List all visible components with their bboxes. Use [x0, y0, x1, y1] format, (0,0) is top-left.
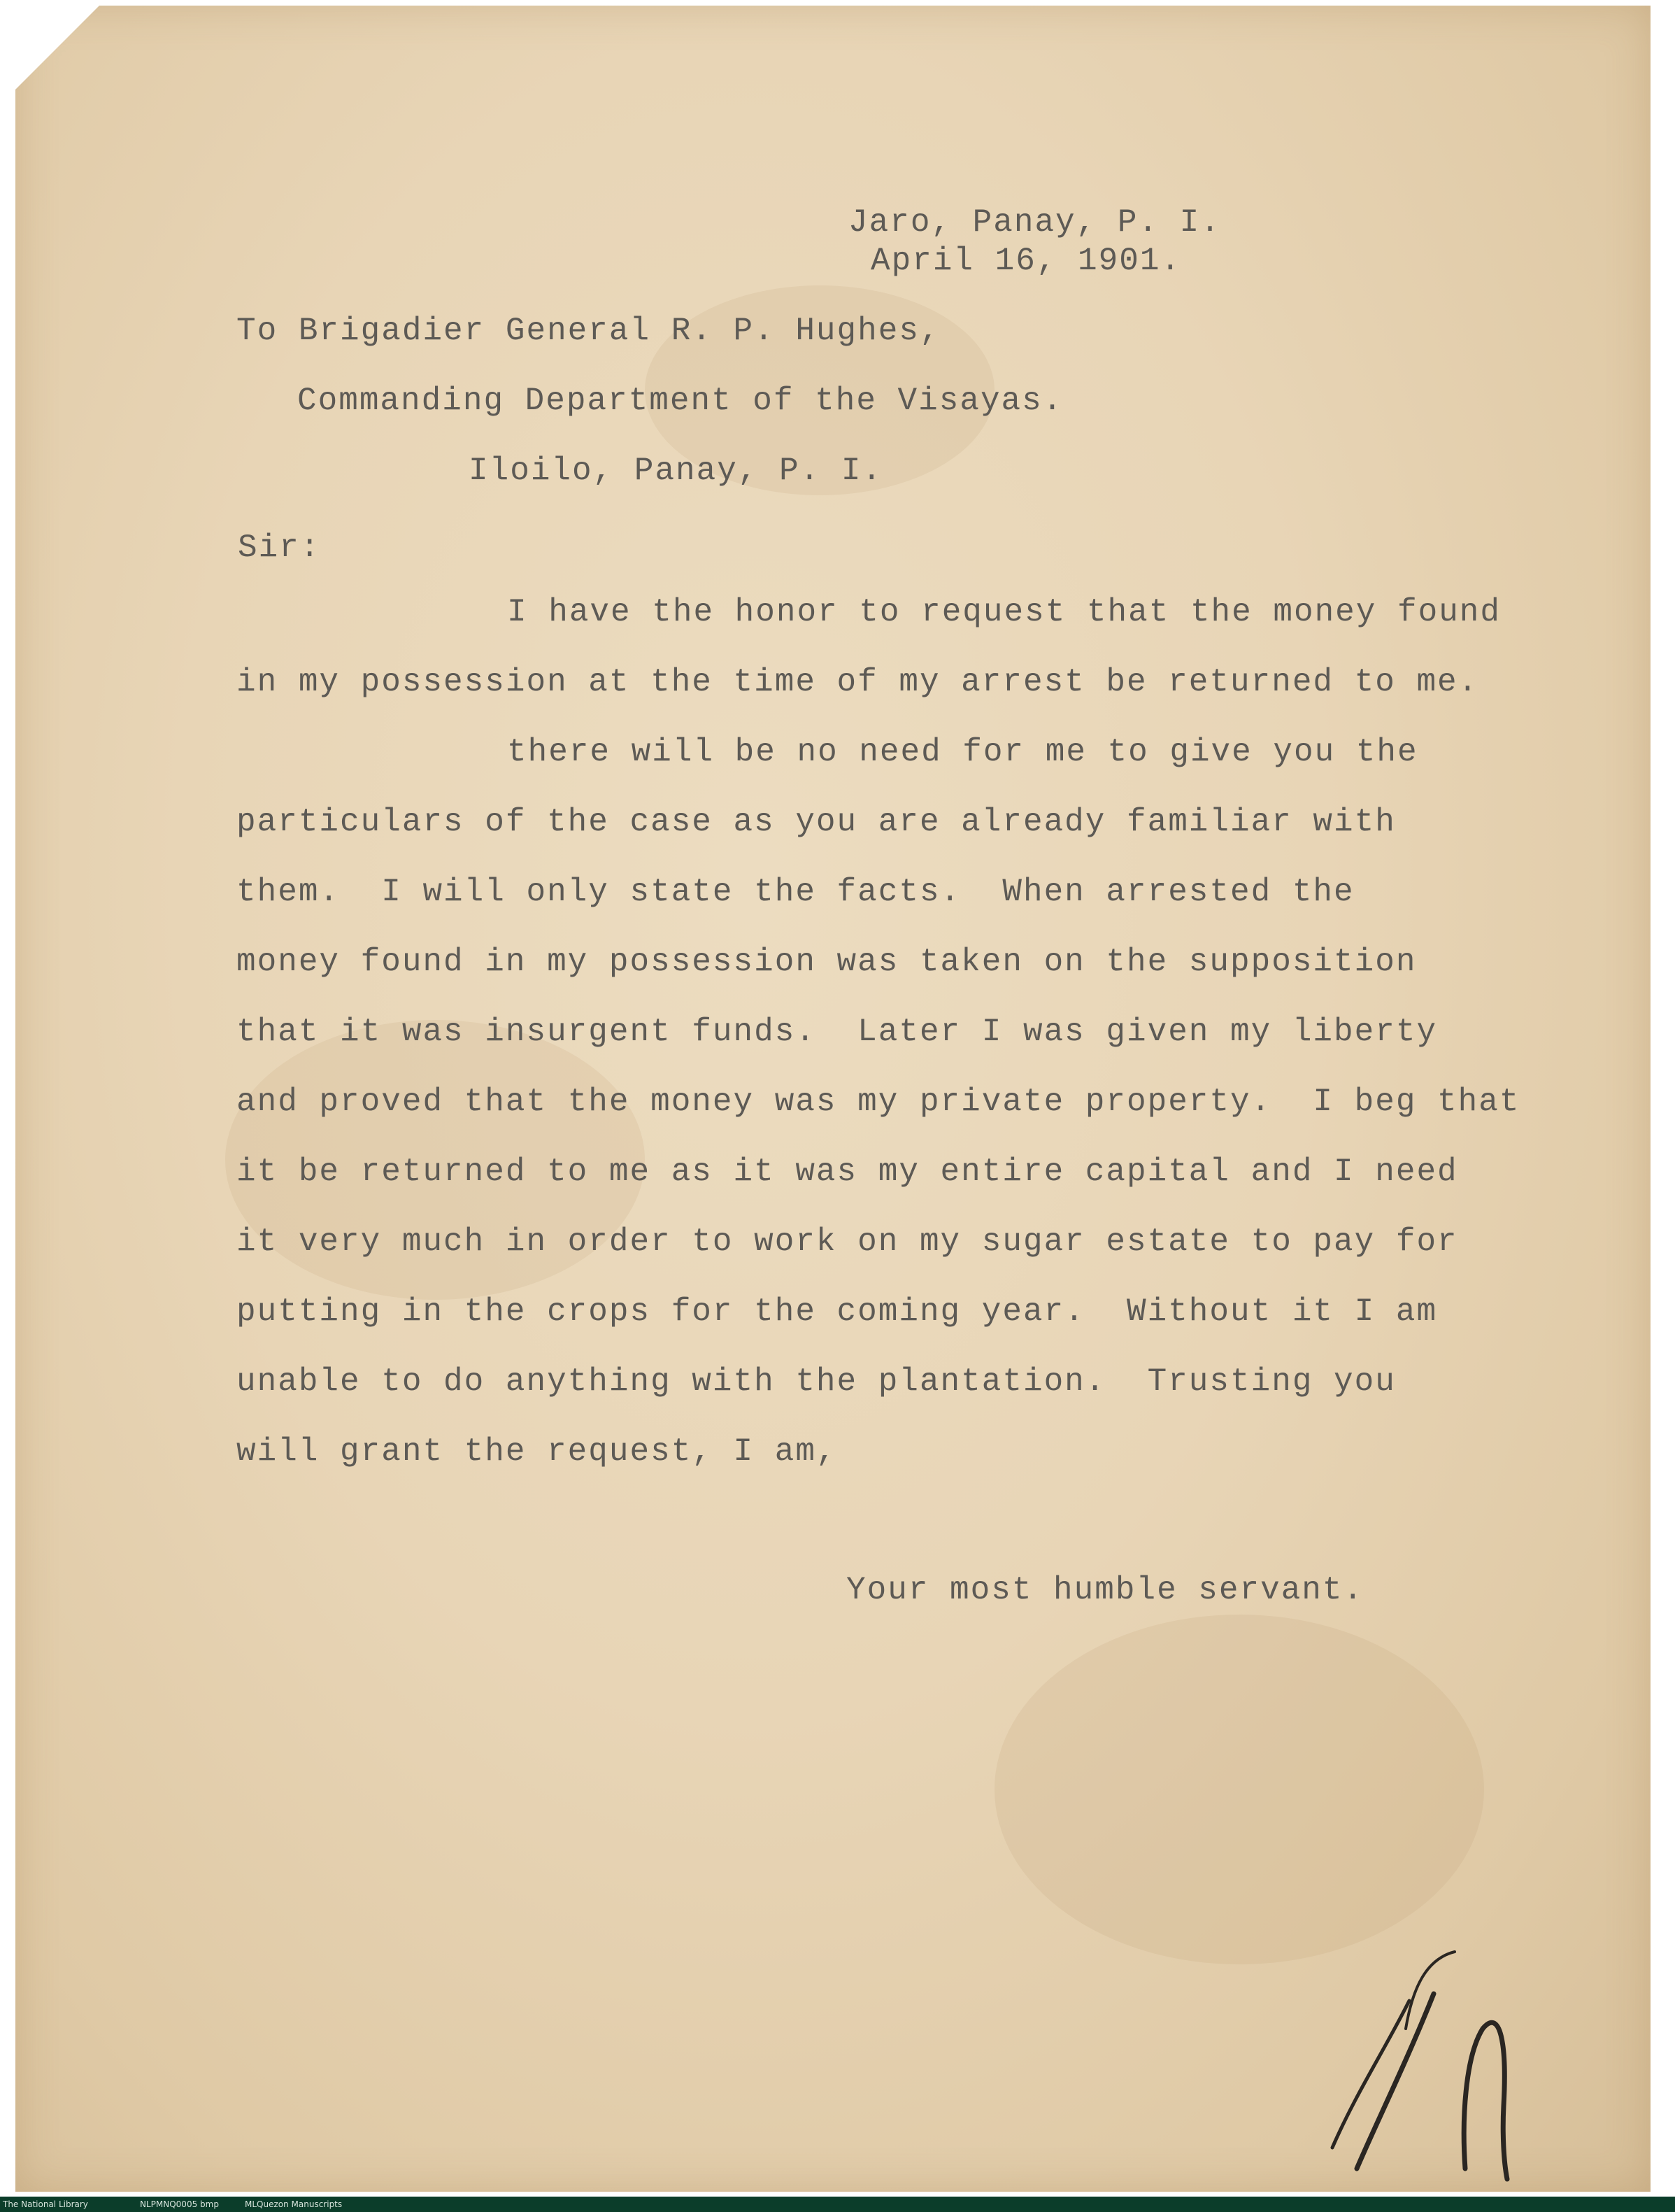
letter-place: Jaro, Panay, P. I. [848, 204, 1221, 241]
body-line: money found in my possession was taken on the supposition [236, 944, 1417, 980]
body-line: it be returned to me as it was my entire capital and I need [236, 1154, 1458, 1190]
footer-institution: The National Library [3, 2199, 88, 2209]
body-line: in my possession at the time of my arrest be returned to me. [236, 664, 1479, 700]
archive-footer [0, 2197, 1675, 2212]
salutation: Sir: [238, 530, 321, 566]
body-line: putting in the crops for the coming year. Without it I am [236, 1293, 1438, 1330]
handwritten-signature [1315, 1938, 1553, 2190]
addressee-title: Commanding Department of the Visayas. [297, 383, 1064, 419]
closing: Your most humble servant. [846, 1572, 1364, 1608]
letter-date: April 16, 1901. [871, 243, 1182, 279]
torn-corner [15, 6, 99, 90]
body-line: it very much in order to work on my sugar estate to pay for [236, 1224, 1458, 1260]
addressee-name: To Brigadier General R. P. Hughes, [236, 313, 941, 349]
body-line: unable to do anything with the plantation. Trusting you [236, 1363, 1396, 1400]
body-line: that it was insurgent funds. Later I was given my liberty [236, 1014, 1438, 1050]
addressee-location: Iloilo, Panay, P. I. [469, 453, 883, 489]
body-line: will grant the request, I am, [236, 1433, 837, 1470]
body-line: them. I will only state the facts. When arrested the [236, 874, 1355, 910]
footer-collection: MLQuezon Manuscripts [245, 2199, 343, 2209]
body-line: I have the honor to request that the money found [507, 594, 1502, 630]
body-line: and proved that the money was my private property. I beg that [236, 1084, 1520, 1120]
body-line: particulars of the case as you are already familiar with [236, 804, 1396, 840]
body-line: there will be no need for me to give you the [507, 734, 1418, 770]
paper-stain [995, 1615, 1484, 1964]
footer-reference: NLPMNQ0005 bmp [140, 2199, 219, 2209]
